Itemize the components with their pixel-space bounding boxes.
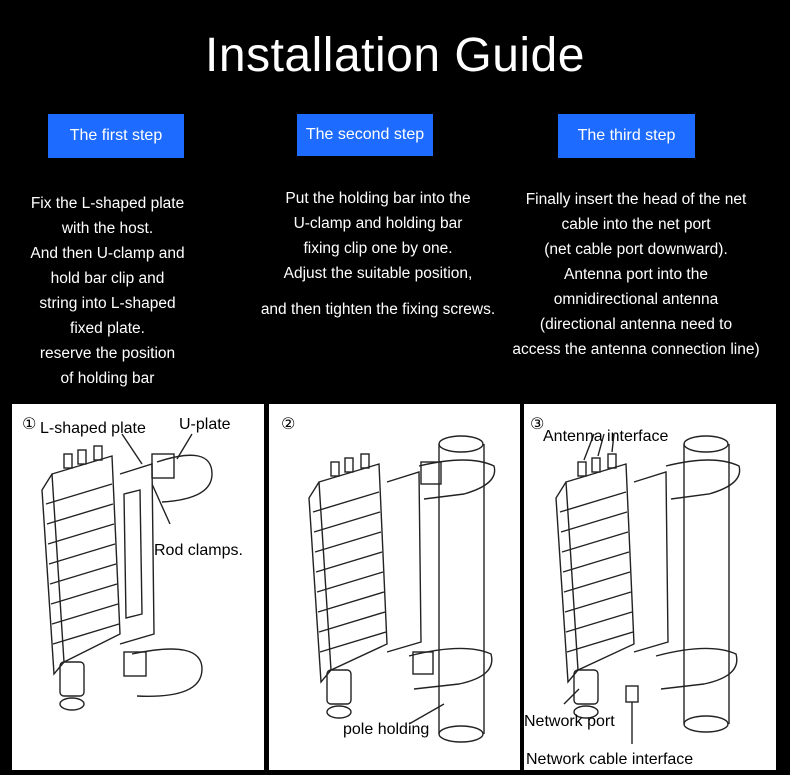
step-1-line: with the host. [61, 220, 154, 237]
label-pole-holding: pole holding [343, 721, 430, 738]
device-illustration-2 [269, 404, 520, 770]
page-title: Installation Guide [205, 29, 585, 82]
label-rod-clamps: Rod clamps. [154, 542, 243, 559]
step-2-description [238, 186, 518, 322]
panel-1-number: ① [22, 416, 37, 433]
label-network-cable-interface: Network cable interface [526, 751, 694, 768]
step-1-line: reserve the position [39, 345, 176, 362]
step-2-line: fixing clip one by one. [303, 240, 453, 257]
label-antenna-interface: Antenna interface [543, 428, 669, 445]
step-3-line: cable into the net port [561, 216, 711, 233]
diagram-panel-3 [524, 404, 776, 770]
step-3-description [495, 187, 777, 362]
label-u-plate: U-plate [179, 416, 231, 433]
diagram-panel-2 [269, 404, 520, 770]
diagram-panel-1 [12, 404, 264, 770]
step-2-line: Put the holding bar into the [285, 190, 471, 207]
panel-2-number: ② [281, 416, 296, 433]
step-3-line: Finally insert the head of the net [525, 191, 747, 208]
step-3-line: omnidirectional antenna [553, 291, 719, 308]
step-1-line: Fix the L-shaped plate [30, 195, 185, 212]
step-1-line: hold bar clip and [50, 270, 165, 287]
step-2-line: U-clamp and holding bar [293, 215, 463, 232]
step-3-line: Antenna port into the [564, 266, 708, 283]
device-illustration-1 [12, 404, 264, 770]
step-3-line: (net cable port downward). [544, 241, 728, 258]
step-1-line: string into L-shaped [39, 295, 176, 312]
step-1-badge: The first step [48, 114, 184, 158]
step-3-line: (directional antenna need to [539, 316, 733, 333]
step-1-line: fixed plate. [70, 320, 145, 337]
step-1-line: of holding bar [60, 370, 155, 387]
step-1-description [0, 191, 215, 391]
step-2-badge: The second step [297, 114, 433, 156]
panel-3-number: ③ [530, 416, 545, 433]
label-network-port: Network port [524, 713, 615, 730]
step-3-badge: The third step [558, 114, 695, 158]
step-1-line: And then U-clamp and [30, 245, 185, 262]
step-2-line: Adjust the suitable position, [283, 265, 473, 282]
step-3-line: access the antenna connection line) [512, 341, 760, 358]
step-2-line: and then tighten the fixing screws. [260, 301, 496, 318]
label-l-shaped-plate: L-shaped plate [40, 420, 146, 437]
